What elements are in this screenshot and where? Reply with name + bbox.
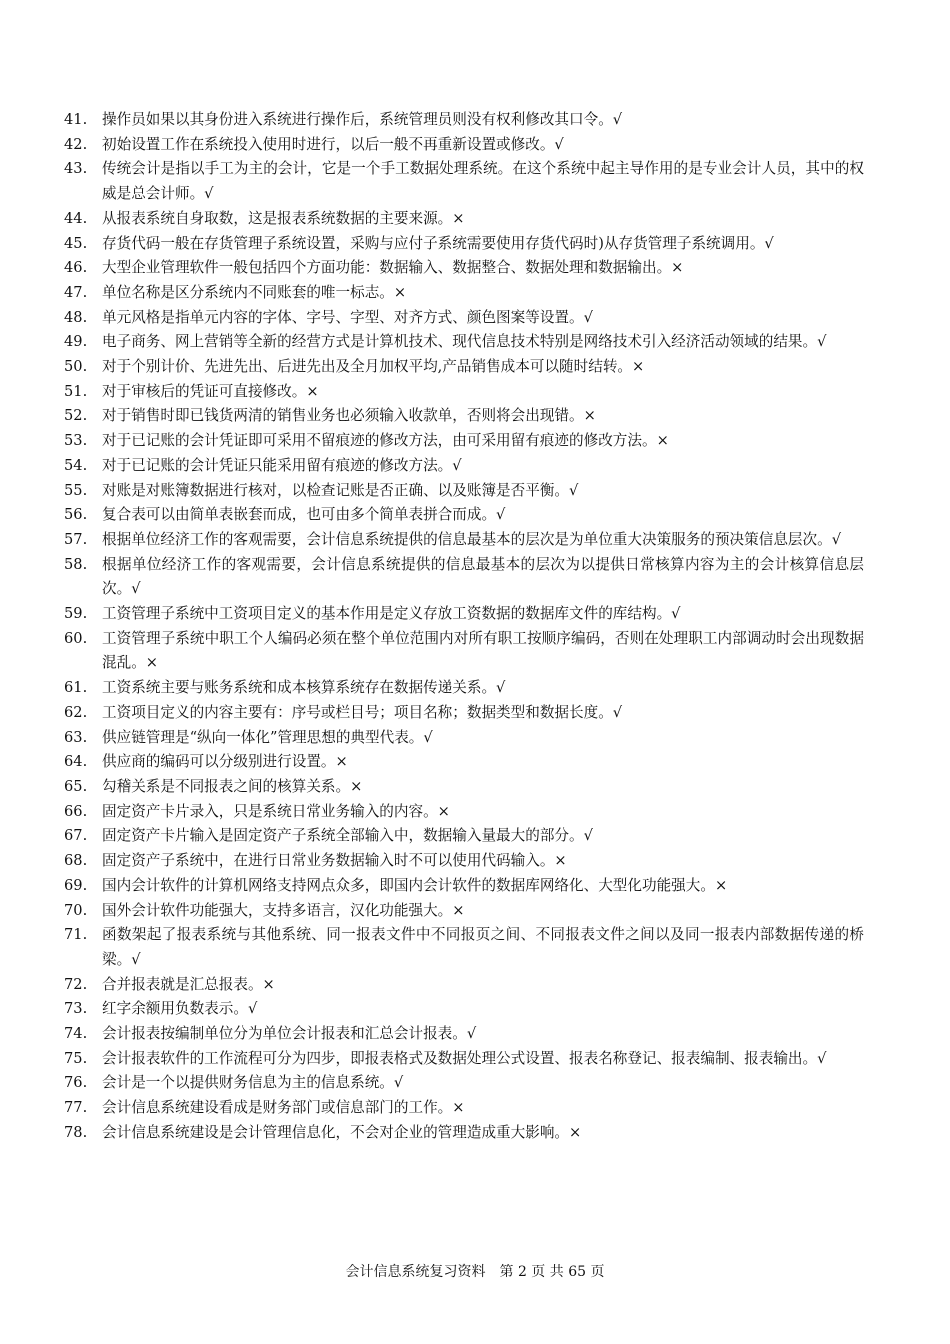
item-number: 46. bbox=[64, 259, 88, 277]
item-text: 对于已记账的会计凭证即可采用不留痕迹的修改方法，由可采用留有痕迹的修改方法。× bbox=[102, 432, 669, 450]
list-item bbox=[64, 553, 864, 602]
list-item bbox=[64, 479, 864, 504]
item-number: 58. bbox=[64, 555, 88, 573]
item-number: 74. bbox=[64, 1025, 88, 1043]
list-item bbox=[64, 454, 864, 479]
item-text: 会计是一个以提供财务信息为主的信息系统。√ bbox=[102, 1074, 404, 1092]
list-item bbox=[64, 330, 864, 355]
list-item bbox=[64, 404, 864, 429]
list-item bbox=[64, 1047, 864, 1072]
item-text: 传统会计是指以手工为主的会计，它是一个手工数据处理系统。在这个系统中起主导作用的是专业会计人员，其中的权威是总会计师。√ bbox=[102, 160, 864, 203]
item-text: 勾稽关系是不同报表之间的核算关系。× bbox=[102, 777, 363, 795]
list-item bbox=[64, 701, 864, 726]
item-number: 42. bbox=[64, 135, 88, 153]
item-text: 国内会计软件的计算机网络支持网点众多，即国内会计软件的数据库网络化、大型化功能强大。× bbox=[102, 876, 728, 894]
item-number: 72. bbox=[64, 975, 88, 993]
item-number: 77. bbox=[64, 1099, 88, 1117]
list-item bbox=[64, 503, 864, 528]
list-item bbox=[64, 923, 864, 972]
item-text: 对于销售时即已钱货两清的销售业务也必须输入收款单，否则将会出现错。× bbox=[102, 407, 596, 425]
item-number: 43. bbox=[64, 160, 88, 178]
item-text: 工资管理子系统中工资项目定义的基本作用是定义存放工资数据的数据库文件的库结构。√ bbox=[102, 605, 681, 623]
list-item bbox=[64, 232, 864, 257]
list-item bbox=[64, 108, 864, 133]
item-number: 59. bbox=[64, 605, 88, 623]
item-text: 对账是对账簿数据进行核对，以检查记账是否正确、以及账簿是否平衡。√ bbox=[102, 481, 579, 499]
item-text: 初始设置工作在系统投入使用时进行，以后一般不再重新设置或修改。√ bbox=[102, 135, 564, 153]
list-item bbox=[64, 207, 864, 232]
list-item bbox=[64, 306, 864, 331]
list-item bbox=[64, 256, 864, 281]
item-number: 70. bbox=[64, 901, 88, 919]
item-text: 操作员如果以其身份进入系统进行操作后，系统管理员则没有权利修改其口令。√ bbox=[102, 111, 623, 128]
item-number: 64. bbox=[64, 753, 88, 771]
item-number: 54. bbox=[64, 456, 88, 474]
list-item bbox=[64, 800, 864, 825]
list-item bbox=[64, 1096, 864, 1121]
item-number: 49. bbox=[64, 333, 88, 351]
item-text: 供应商的编码可以分级别进行设置。× bbox=[102, 753, 348, 771]
item-number: 48. bbox=[64, 308, 88, 326]
list-item bbox=[64, 1071, 864, 1096]
item-number: 50. bbox=[64, 358, 88, 376]
item-text: 存货代码一般在存货管理子系统设置，采购与应付子系统需要使用存货代码时)从存货管理子系统调用。√ bbox=[102, 234, 774, 252]
list-item bbox=[64, 849, 864, 874]
item-text: 工资管理子系统中职工个人编码必须在整个单位范围内对所有职工按顺序编码，否则在处理职工内部调动时会出现数据混乱。× bbox=[102, 629, 864, 672]
list-item bbox=[64, 973, 864, 998]
item-text: 单位名称是区分系统内不同账套的唯一标志。× bbox=[102, 283, 407, 301]
item-text: 单元风格是指单元内容的字体、字号、字型、对齐方式、颜色图案等设置。√ bbox=[102, 308, 593, 326]
item-number: 75. bbox=[64, 1049, 88, 1067]
list-item bbox=[64, 824, 864, 849]
list-item bbox=[64, 281, 864, 306]
item-number: 45. bbox=[64, 234, 88, 252]
item-number: 78. bbox=[64, 1123, 88, 1141]
item-number: 51. bbox=[64, 382, 88, 400]
item-number: 56. bbox=[64, 506, 88, 524]
list-item bbox=[64, 874, 864, 899]
question-list bbox=[64, 108, 864, 1146]
item-number: 76. bbox=[64, 1074, 88, 1092]
item-text: 对于审核后的凭证可直接修改。× bbox=[102, 382, 319, 400]
list-item bbox=[64, 133, 864, 158]
list-item bbox=[64, 380, 864, 405]
item-number: 61. bbox=[64, 679, 88, 697]
list-item bbox=[64, 627, 864, 676]
item-number: 63. bbox=[64, 728, 88, 746]
item-text: 复合表可以由简单表嵌套而成，也可由多个简单表拼合而成。√ bbox=[102, 506, 506, 524]
item-number: 41. bbox=[64, 111, 88, 128]
item-text: 会计信息系统建设是会计管理信息化，不会对企业的管理造成重大影响。× bbox=[102, 1123, 582, 1141]
list-item bbox=[64, 602, 864, 627]
item-text: 电子商务、网上营销等全新的经营方式是计算机技术、现代信息技术特别是网络技术引入经济活动领域的结果。√ bbox=[102, 333, 827, 351]
item-text: 从报表系统自身取数，这是报表系统数据的主要来源。× bbox=[102, 209, 465, 227]
item-number: 52. bbox=[64, 407, 88, 425]
item-number: 68. bbox=[64, 852, 88, 870]
list-item bbox=[64, 429, 864, 454]
item-text: 大型企业管理软件一般包括四个方面功能：数据输入、数据整合、数据处理和数据输出。× bbox=[102, 259, 684, 277]
item-text: 会计报表软件的工作流程可分为四步，即报表格式及数据处理公式设置、报表名称登记、报表编制、报表输出。√ bbox=[102, 1049, 827, 1067]
item-number: 66. bbox=[64, 802, 88, 820]
item-text: 工资系统主要与账务系统和成本核算系统存在数据传递关系。√ bbox=[102, 679, 506, 697]
list-item bbox=[64, 750, 864, 775]
item-text: 固定资产子系统中，在进行日常业务数据输入时不可以使用代码输入。× bbox=[102, 852, 567, 870]
list-item bbox=[64, 1022, 864, 1047]
item-text: 根据单位经济工作的客观需要，会计信息系统提供的信息最基本的层次是为单位重大决策服务的预决策信息层次。√ bbox=[102, 530, 841, 548]
list-item bbox=[64, 528, 864, 553]
item-number: 55. bbox=[64, 481, 88, 499]
item-text: 工资项目定义的内容主要有：序号或栏目号；项目名称；数据类型和数据长度。√ bbox=[102, 703, 623, 721]
item-text: 固定资产卡片录入，只是系统日常业务输入的内容。× bbox=[102, 802, 450, 820]
item-number: 71. bbox=[64, 926, 88, 944]
item-number: 57. bbox=[64, 530, 88, 548]
item-number: 44. bbox=[64, 209, 88, 227]
item-number: 73. bbox=[64, 1000, 88, 1018]
list-item bbox=[64, 899, 864, 924]
item-number: 47. bbox=[64, 283, 88, 301]
page-footer: 会计信息系统复习资料 第 2 页 共 65 页 bbox=[345, 1264, 605, 1280]
list-item bbox=[64, 355, 864, 380]
item-text: 红字余额用负数表示。√ bbox=[102, 1000, 258, 1018]
list-item bbox=[64, 676, 864, 701]
item-number: 62. bbox=[64, 703, 88, 721]
list-item bbox=[64, 157, 864, 206]
list-item bbox=[64, 997, 864, 1022]
item-text: 合并报表就是汇总报表。× bbox=[102, 975, 275, 993]
list-item bbox=[64, 1121, 864, 1146]
item-text: 对于个别计价、先进先出、后进先出及全月加权平均,产品销售成本可以随时结转。× bbox=[102, 358, 645, 376]
item-number: 60. bbox=[64, 629, 88, 647]
item-text: 供应链管理是“纵向一体化”管理思想的典型代表。√ bbox=[102, 728, 433, 746]
item-number: 65. bbox=[64, 777, 88, 795]
item-number: 69. bbox=[64, 876, 88, 894]
item-number: 67. bbox=[64, 827, 88, 845]
item-number: 53. bbox=[64, 432, 88, 450]
item-text: 固定资产卡片输入是固定资产子系统全部输入中，数据输入量最大的部分。√ bbox=[102, 827, 593, 845]
item-text: 国外会计软件功能强大，支持多语言，汉化功能强大。× bbox=[102, 901, 465, 919]
list-item bbox=[64, 726, 864, 751]
item-text: 会计信息系统建设看成是财务部门或信息部门的工作。× bbox=[102, 1099, 465, 1117]
item-text: 对于已记账的会计凭证只能采用留有痕迹的修改方法。√ bbox=[102, 456, 462, 474]
item-text: 函数架起了报表系统与其他系统、同一报表文件中不同报页之间、不同报表文件之间以及同一报表内部数据传递的桥梁。√ bbox=[102, 926, 864, 968]
item-text: 根据单位经济工作的客观需要，会计信息系统提供的信息最基本的层次为以提供日常核算内容为主的会计核算信息层次。√ bbox=[102, 555, 864, 598]
list-item bbox=[64, 775, 864, 800]
item-text: 会计报表按编制单位分为单位会计报表和汇总会计报表。√ bbox=[102, 1025, 477, 1043]
